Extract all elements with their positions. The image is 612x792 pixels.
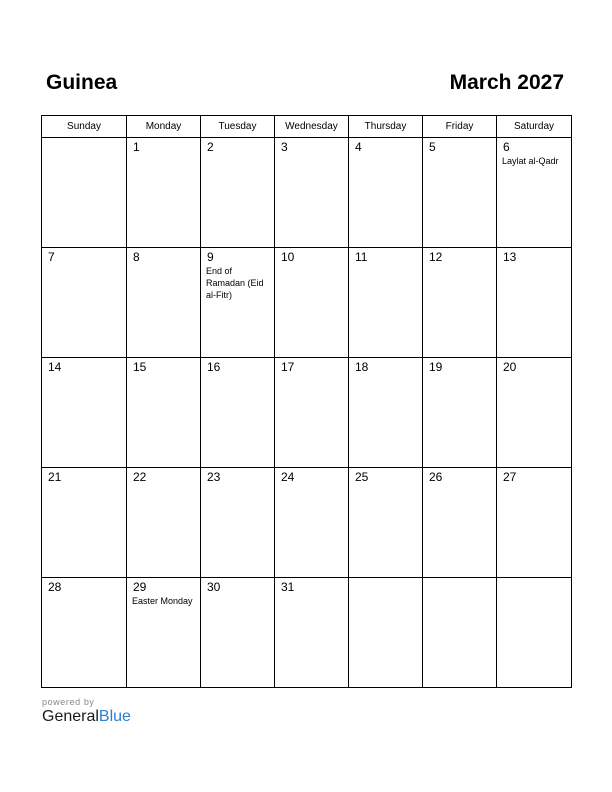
weekday-header: Friday (423, 116, 497, 138)
day-number: 5 (429, 140, 436, 154)
day-cell (275, 248, 349, 358)
day-number: 29 (133, 580, 147, 594)
day-cell (497, 578, 572, 688)
day-number (42, 138, 126, 141)
day-cell (42, 468, 127, 578)
day-cell (127, 138, 201, 248)
day-cell (349, 358, 423, 468)
day-cell (201, 248, 275, 358)
weekday-header: Monday (127, 116, 201, 138)
day-cell (497, 468, 572, 578)
day-number: 9 (207, 250, 214, 264)
day-number: 3 (281, 140, 288, 154)
weekday-header: Thursday (349, 116, 423, 138)
day-number: 26 (429, 470, 443, 484)
day-cell (201, 138, 275, 248)
week-row (42, 468, 572, 578)
day-cell (423, 468, 497, 578)
day-number (497, 578, 571, 581)
day-cell (201, 468, 275, 578)
day-number: 28 (48, 580, 62, 594)
day-number: 25 (355, 470, 369, 484)
day-cell (349, 138, 423, 248)
month-year-title: March 2027 (449, 71, 564, 94)
day-number: 6 (503, 140, 510, 154)
day-number: 27 (503, 470, 517, 484)
day-cell (275, 138, 349, 248)
brand-name-part1: General (42, 708, 99, 725)
day-cell (127, 468, 201, 578)
day-number: 15 (133, 360, 147, 374)
day-number: 8 (133, 250, 140, 264)
day-number: 22 (133, 470, 147, 484)
day-cell (349, 248, 423, 358)
holiday-label: Easter Monday (132, 596, 193, 606)
day-number: 21 (48, 470, 62, 484)
day-number: 2 (207, 140, 214, 154)
holiday-label: End of Ramadan (Eid al-Fitr) (206, 266, 264, 300)
day-cell (423, 138, 497, 248)
day-number: 16 (207, 360, 221, 374)
day-number: 13 (503, 250, 517, 264)
powered-by-text: powered by (42, 697, 95, 707)
day-cell (42, 578, 127, 688)
day-number: 31 (281, 580, 295, 594)
week-row (42, 578, 572, 688)
day-number: 7 (48, 250, 55, 264)
day-cell (423, 248, 497, 358)
day-cell (497, 248, 572, 358)
day-number: 1 (133, 140, 140, 154)
day-number: 20 (503, 360, 517, 374)
day-cell (423, 358, 497, 468)
weekday-header: Saturday (497, 116, 572, 138)
day-cell (275, 358, 349, 468)
day-cell (423, 578, 497, 688)
day-number: 24 (281, 470, 295, 484)
day-number: 10 (281, 250, 295, 264)
calendar-grid (41, 115, 572, 688)
day-number: 23 (207, 470, 221, 484)
day-number: 19 (429, 360, 443, 374)
weekday-header-row (42, 116, 572, 138)
holiday-label: Laylat al-Qadr (502, 156, 559, 166)
day-number: 4 (355, 140, 362, 154)
day-number: 14 (48, 360, 62, 374)
brand-name-part2: Blue (98, 708, 131, 725)
day-cell (127, 248, 201, 358)
day-number: 12 (429, 250, 443, 264)
week-row (42, 358, 572, 468)
day-number (423, 578, 496, 581)
country-title: Guinea (46, 71, 118, 94)
day-cell (201, 578, 275, 688)
day-cell (127, 358, 201, 468)
day-number: 18 (355, 360, 369, 374)
day-cell (42, 248, 127, 358)
day-cell (42, 358, 127, 468)
generalblue-logo[interactable] (42, 708, 131, 726)
day-cell (349, 468, 423, 578)
day-number: 17 (281, 360, 295, 374)
day-cell (127, 578, 201, 688)
day-number: 30 (207, 580, 221, 594)
day-cell (497, 358, 572, 468)
weekday-header: Wednesday (275, 116, 349, 138)
day-cell (201, 358, 275, 468)
day-cell (497, 138, 572, 248)
day-number: 11 (355, 250, 368, 264)
week-row (42, 248, 572, 358)
weekday-header: Sunday (42, 116, 127, 138)
day-number (349, 578, 422, 581)
footer-branding (42, 697, 131, 726)
week-row (42, 138, 572, 248)
day-cell (275, 578, 349, 688)
day-cell (42, 138, 127, 248)
day-cell (349, 578, 423, 688)
weekday-header: Tuesday (201, 116, 275, 138)
day-cell (275, 468, 349, 578)
